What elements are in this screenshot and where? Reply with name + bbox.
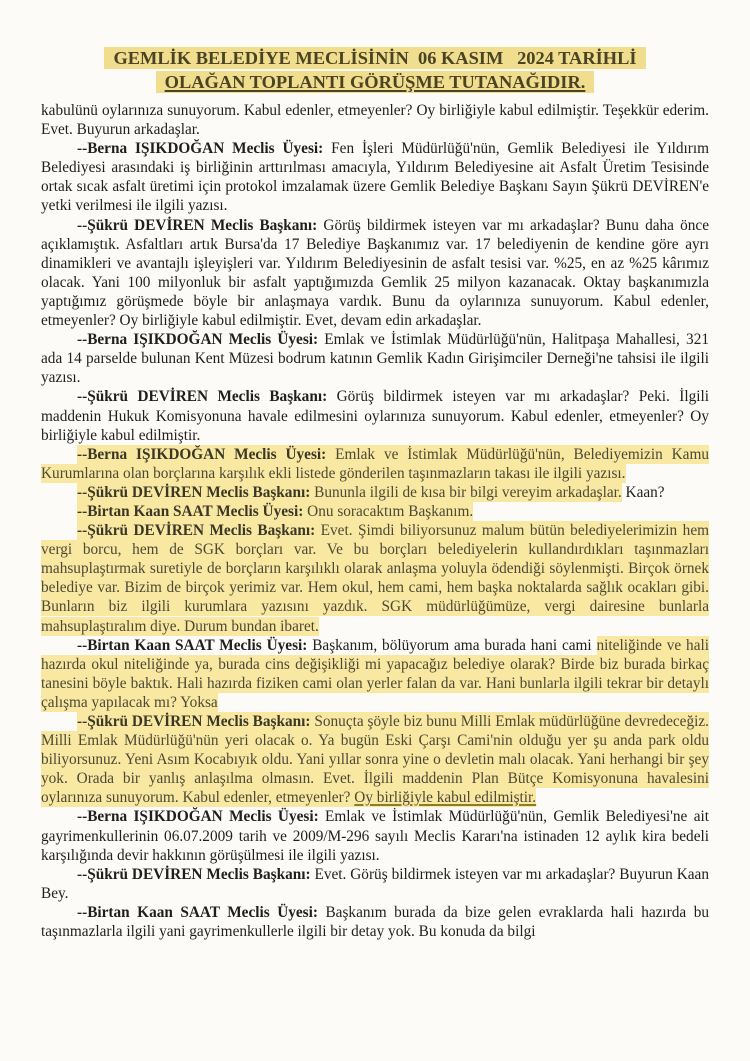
highlighted-passage: niteliğinde ve hali hazırda okul niteliğinde ya, burada cins değişikliği mi yapacağız belediye olarak? Birde biz burada birkaç tanesini böyle baktık. Hali hazırda fiziken cami olan yerler falan da var. Hani bunlarla ilgili tekrar bir detaylı çalışma yapılacak mı? Yoksa — [41, 636, 709, 711]
speaker-name: --Şükrü DEVİREN Meclis Başkanı: — [77, 483, 311, 501]
paragraph-text: Bununla ilgili de kısa bir bilgi vereyim arkadaşlar. — [310, 483, 622, 501]
paragraph-isikdogan-kent-muzesi — [41, 330, 709, 387]
paragraph-text: Emlak ve İstimlak Müdürlüğü'nün, Halitpaşa Mahallesi, 321 ada 14 parselde bulunan Kent Müzesi bodrum katının Gemlik Kadın Girişimciler Derneği'ne tahsisi ile ilgili yazısı. — [41, 331, 709, 387]
paragraph-text: Sonuçta şöyle biz bunu Milli Emlak müdürlüğüne devredeceğiz. Milli Emlak Müdürlüğü'nün yeri olacak o. Ya bugün Eski Çarşı Cami'nin olduğu yer şu anda park oldu biliyorsunuz. Yeni Asım Kocabıyık oldu. Yani yıllar sonra yine o devletin malı olacak. Yani herhangi bir şey yok. Orada bir yanlış anlaşılma olmasın. Evet. İlgili maddenin Plan Bütçe Komisyonuna havalesini oylarınıza sunuyorum. Kabul edenler, etmeyenler? — [41, 713, 709, 807]
highlighted-passage — [77, 483, 622, 502]
paragraph-deviren-bilgi-highlighted — [41, 483, 709, 502]
speaker-name: --Şükrü DEVİREN Meclis Başkanı: — [77, 865, 311, 883]
paragraph-isikdogan-fen-isleri — [41, 139, 709, 215]
paragraph-deviren-hukuk-komisyonu — [41, 387, 709, 444]
paragraph-text-unhighlighted: Başkanım, bölüyorum ama burada hani cami — [307, 636, 597, 654]
paragraph-saat-detay-yok — [41, 903, 709, 941]
page-title — [41, 46, 709, 94]
speaker-name: --Şükrü DEVİREN Meclis Başkanı: — [77, 388, 328, 406]
paragraph-text: Evet. Görüş bildirmek isteyen var mı arkadaşlar? Buyurun Kaan Bey. — [41, 865, 709, 902]
highlighted-passage — [41, 445, 709, 483]
paragraph-text-unhighlighted: Kaan? — [621, 483, 665, 501]
paragraph-continuation — [41, 101, 709, 139]
transcript-body — [41, 101, 709, 941]
underlined-phrase: Oy birliğiyle kabul edilmiştir. — [354, 789, 537, 807]
paragraph-text: Onu soracaktım Başkanım. — [303, 502, 474, 520]
speaker-name: --Şükrü DEVİREN Meclis Başkanı: — [77, 216, 318, 234]
highlighted-passage — [77, 502, 473, 521]
paragraph-deviren-sgk-highlighted — [41, 521, 709, 636]
paragraph-text: Fen İşleri Müdürlüğü'nün, Gemlik Belediyesi ile Yıldırım Belediyesi arasındaki iş birliğinin arttırılması amacıyla, Yıldırım Belediyesine ait Asfalt Üretim Tesisinde ortak sıcak asfalt üretimi için protokol imzalamak üzere Gemlik Belediye Başkanı Sayın Şükrü DEVİREN'e yetki verilmesi ile ilgili yazısı. — [41, 140, 709, 215]
paragraph-text: Evet. Şimdi biliyorsunuz malum bütün belediyelerimizin hem vergi borcu, hem de SGK borçları var. Ve bu borçları belediyelerin kullandırdıkları taşınmazları mahsuplaştırmak suretiyle de borçların karşılıklı olarak anlaşma yoluyla ödendiği söylenmişti. Birçok örnek belediye var. Bizim de birçok yerimiz var. Hem okul, hem cami, hem başka noktalarda sağlık ocakları gibi. Bunların biz ilgili kurumlara yazısını yazdık. SGK müdürlüğümüze, vergi dairesine bunlarla mahsuplaştıralım diye. Durum bundan ibaret. — [41, 522, 710, 635]
speaker-name: --Birtan Kaan SAAT Meclis Üyesi: — [77, 636, 308, 654]
paragraph-text: Başkanım burada da bize gelen evraklarda hali hazırda bu taşınmazlarla ilgili yani gayrimenkullerle ilgili bir detay yok. Bu konuda da bilgi — [41, 903, 709, 941]
speaker-name: --Birtan Kaan SAAT Meclis Üyesi: — [77, 502, 304, 520]
paragraph-text: Görüş bildirmek isteyen var mı arkadaşlar? Peki. İlgili maddenin Hukuk Komisyonuna havale edilmesini oylarınıza sunuyorum. Kabul edenler, etmeyenler? Oy birliğiyle kabul edilmiştir. — [41, 388, 709, 444]
paragraph-isikdogan-takas-highlighted — [41, 445, 709, 483]
paragraph-saat-cami-partial-highlight — [41, 636, 709, 712]
paragraph-deviren-milli-emlak-highlighted — [41, 712, 709, 807]
speaker-name: --Birtan Kaan SAAT Meclis Üyesi: — [77, 903, 318, 921]
paragraph-deviren-asfalt — [41, 216, 709, 331]
paragraph-saat-soracaktim-highlighted — [41, 502, 709, 521]
speaker-name: --Berna IŞIKDOĞAN Meclis Üyesi: — [77, 331, 319, 349]
speaker-name: --Berna IŞIKDOĞAN Meclis Üyesi: — [77, 808, 319, 826]
title-line-2: OLAĞAN TOPLANTI GÖRÜŞME TUTANAĞIDIR. — [156, 71, 595, 93]
paragraph-deviren-buyurun-kaan — [41, 865, 709, 903]
paragraph-isikdogan-gayrimenkul — [41, 807, 709, 864]
paragraph-text: kabulünü oylarınıza sunuyorum. Kabul edenler, etmeyenler? Oy birliğiyle kabul edilmiştir. Teşekkür ederim. Evet. Buyurun arkadaşlar. — [41, 102, 709, 139]
speaker-name: --Şükrü DEVİREN Meclis Başkanı: — [77, 522, 316, 540]
paragraph-text: Emlak ve İstimlak Müdürlüğü'nün, Gemlik Belediyesi'ne ait gayrimenkullerinin 06.07.2009 tarih ve 2009/M-296 sayılı Meclis Kararı'na istinaden 12 aylık kira bedeli karşılığında devir hakkının görüşülmesi ile ilgili yazısı. — [41, 808, 709, 864]
highlighted-passage — [41, 712, 709, 807]
speaker-name: --Berna IŞIKDOĞAN Meclis Üyesi: — [77, 445, 327, 463]
speaker-name: --Şükrü DEVİREN Meclis Başkanı: — [77, 713, 311, 730]
speaker-name: --Berna IŞIKDOĞAN Meclis Üyesi: — [77, 140, 324, 158]
paragraph-text: Emlak ve İstimlak Müdürlüğü'nün, Belediyemizin Kamu Kurumlarına olan borçlarına karşılık ekli listede gönderilen taşınmazların takası ile ilgili yazısı. — [41, 445, 709, 482]
paragraph-text: Görüş bildirmek isteyen var mı arkadaşlar? Bunu daha önce açıklamıştık. Asfaltları artık Bursa'da 17 Belediye Başkanımız var. 17 belediyenin de kendine göre ayrı dinamikleri ve avantajlı işleyişleri var. Yıldırım Belediyesinin de asfalt tesisi var. %25, en az %25 kârımız olacak. Yani 100 milyonluk bir asfalt yaptığımızda Gemlik 25 milyon kazanacak. Oktay başkanımızla yaptığımız görüşmede böyle bir anlaşmaya vardık. Bunu da oylarınıza sunuyorum. Kabul edenler, etmeyenler? Oy birliğiyle kabul edilmiştir. Evet, devam edin arkadaşlar. — [41, 216, 709, 330]
title-line-1: GEMLİK BELEDİYE MECLİSİNİN 06 KASIM 2024 TARİHLİ — [104, 47, 645, 69]
highlighted-passage — [41, 521, 709, 635]
